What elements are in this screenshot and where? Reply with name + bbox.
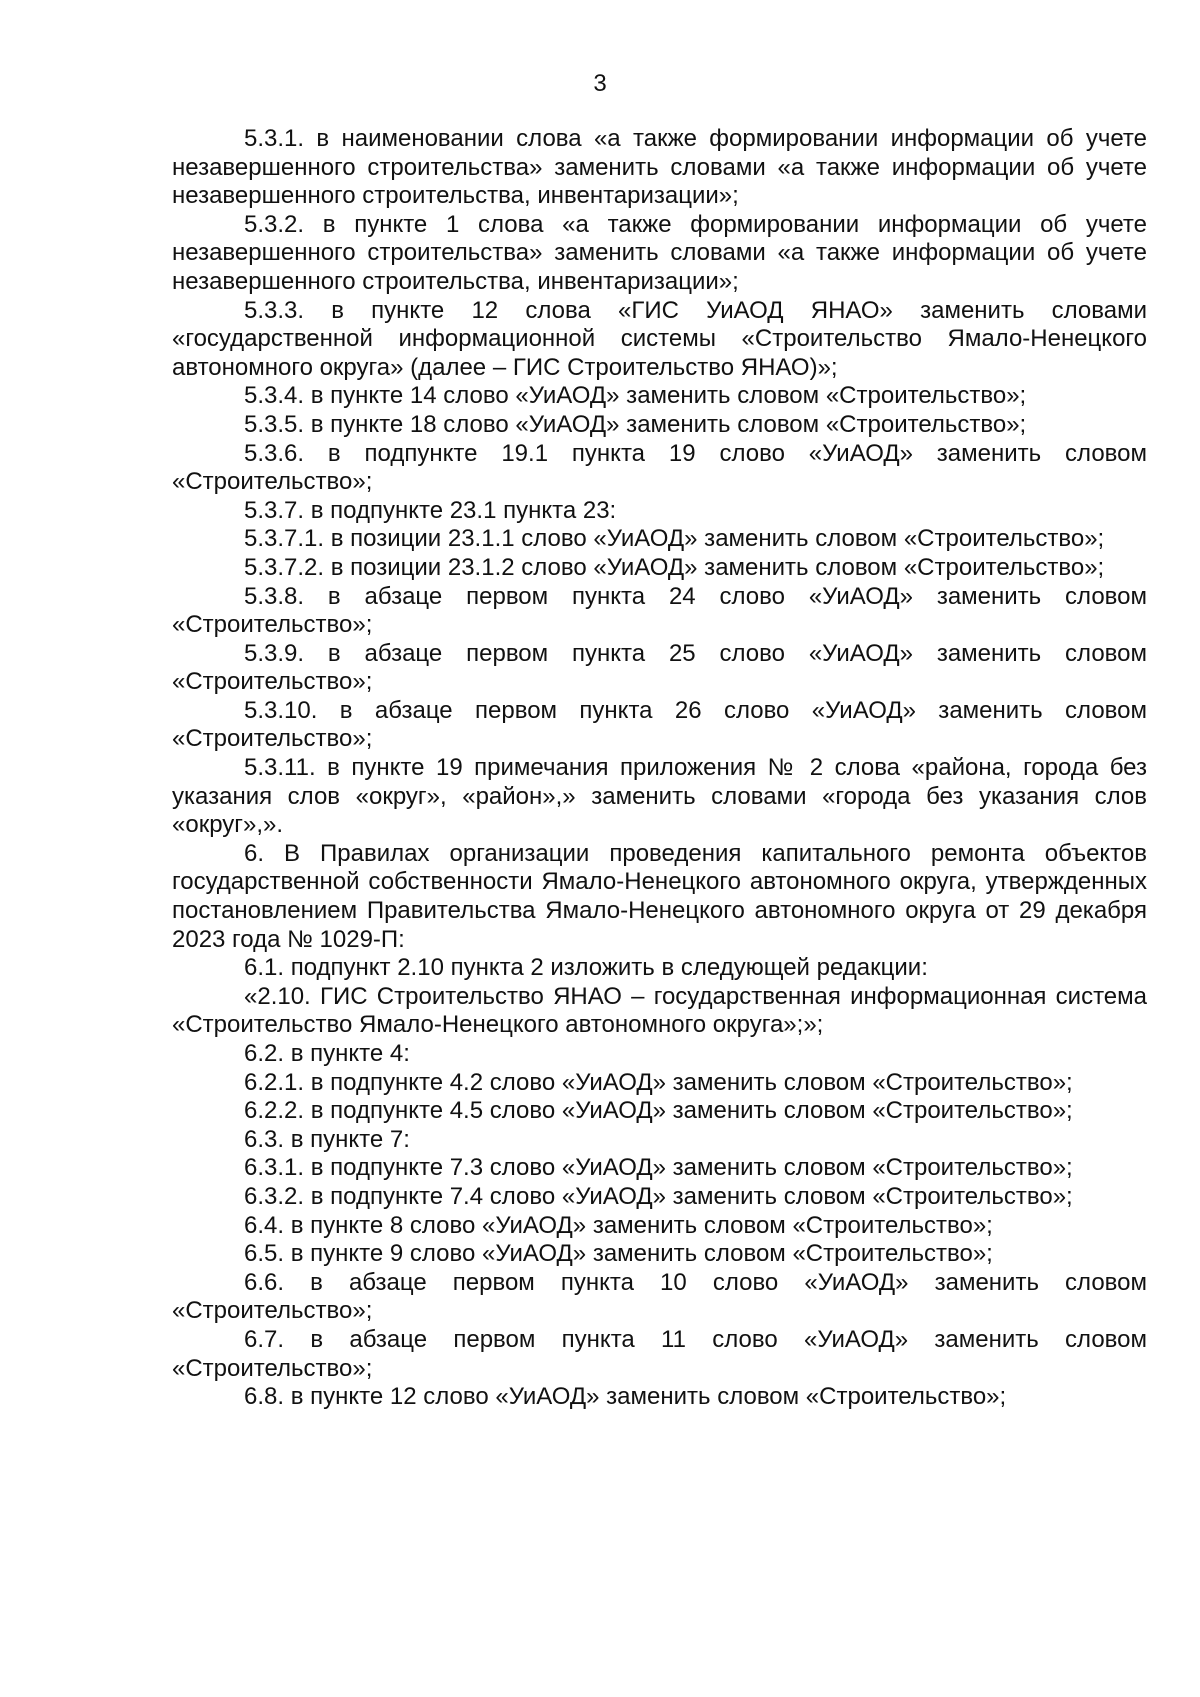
- paragraph-6-1: 6.1. подпункт 2.10 пункта 2 изложить в следующей редакции:: [244, 954, 928, 982]
- paragraph-6-6: 6.6. в абзаце первом пункта 10 слово «УиАОД» заменить словом «Строительство»;: [172, 1268, 1147, 1325]
- paragraph-6-2: 6.2. в пункте 4:: [244, 1040, 410, 1067]
- paragraph-5-3-7: 5.3.7. в подпункте 23.1 пункта 23:: [244, 496, 617, 524]
- paragraph-6-3-2: 6.3.2. в подпункте 7.4 слово «УиАОД» заменить словом «Строительство»;: [244, 1182, 1073, 1210]
- page-number: 3: [593, 70, 607, 97]
- paragraph-5-3-2: 5.3.2. в пункте 1 слова «а также формировании информации об учете незавершенного строительства» заменить словами «а также информации об учете незавершенного строительства, инвентаризации»;: [172, 210, 1147, 295]
- paragraph-6-3: 6.3. в пункте 7:: [244, 1125, 410, 1153]
- paragraph-6-2-1: 6.2.1. в подпункте 4.2 слово «УиАОД» заменить словом «Строительство»;: [244, 1068, 1073, 1096]
- paragraph-6-3-1: 6.3.1. в подпункте 7.3 слово «УиАОД» заменить словом «Строительство»;: [244, 1154, 1073, 1182]
- paragraph-5-3-3: 5.3.3. в пункте 12 слова «ГИС УиАОД ЯНАО» заменить словами «государственной информационной системы «Строительство Ямало-Ненецкого автономного округа» (далее – ГИС Строительство ЯНАО)»;: [172, 296, 1147, 381]
- paragraph-5-3-1: 5.3.1. в наименовании слова «а также формировании информации об учете незавершенного строительства» заменить словами «а также информации об учете незавершенного строительства, инвентаризации»;: [172, 125, 1147, 210]
- paragraph-6-8: 6.8. в пункте 12 слово «УиАОД» заменить словом «Строительство»;: [244, 1383, 1007, 1411]
- paragraph-5-3-8: 5.3.8. в абзаце первом пункта 24 слово «УиАОД» заменить словом «Строительство»;: [172, 582, 1147, 639]
- paragraph-6-4: 6.4. в пункте 8 слово «УиАОД» заменить словом «Строительство»;: [244, 1211, 993, 1239]
- paragraph-6-5: 6.5. в пункте 9 слово «УиАОД» заменить словом «Строительство»;: [244, 1240, 993, 1268]
- paragraph-6: 6. В Правилах организации проведения капитального ремонта объектов государственной собственности Ямало-Ненецкого автономного округа, утвержденных постановлением Правительства Ямало-Ненецкого автономного округа от 29 декабря 2023 года № 1029-П:: [172, 839, 1147, 953]
- paragraph-5-3-9: 5.3.9. в абзаце первом пункта 25 слово «УиАОД» заменить словом «Строительство»;: [172, 639, 1147, 696]
- paragraph-6-1-quote: «2.10. ГИС Строительство ЯНАО – государственная информационная система «Строительство Ямало-Ненецкого автономного округа»;»;: [172, 982, 1147, 1039]
- paragraph-5-3-6: 5.3.6. в подпункте 19.1 пункта 19 слово «УиАОД» заменить словом «Строительство»;: [172, 439, 1147, 496]
- paragraph-5-3-11: 5.3.11. в пункте 19 примечания приложения № 2 слова «района, города без указания слов «округ», «район»,» заменить словами «города без указания слов «округ»,».: [172, 754, 1147, 839]
- paragraph-5-3-7-1: 5.3.7.1. в позиции 23.1.1 слово «УиАОД» заменить словом «Строительство»;: [244, 525, 1105, 553]
- paragraph-5-3-4: 5.3.4. в пункте 14 слово «УиАОД» заменить словом «Строительство»;: [244, 382, 1027, 410]
- paragraph-6-2-2: 6.2.2. в подпункте 4.5 слово «УиАОД» заменить словом «Строительство»;: [244, 1097, 1073, 1125]
- paragraph-6-7: 6.7. в абзаце первом пункта 11 слово «УиАОД» заменить словом «Строительство»;: [172, 1325, 1147, 1382]
- paragraph-5-3-10: 5.3.10. в абзаце первом пункта 26 слово «УиАОД» заменить словом «Строительство»;: [172, 696, 1147, 753]
- paragraph-5-3-5: 5.3.5. в пункте 18 слово «УиАОД» заменить словом «Строительство»;: [244, 410, 1027, 438]
- paragraph-5-3-7-2: 5.3.7.2. в позиции 23.1.2 слово «УиАОД» заменить словом «Строительство»;: [244, 553, 1105, 581]
- document-body: [172, 125, 1147, 1412]
